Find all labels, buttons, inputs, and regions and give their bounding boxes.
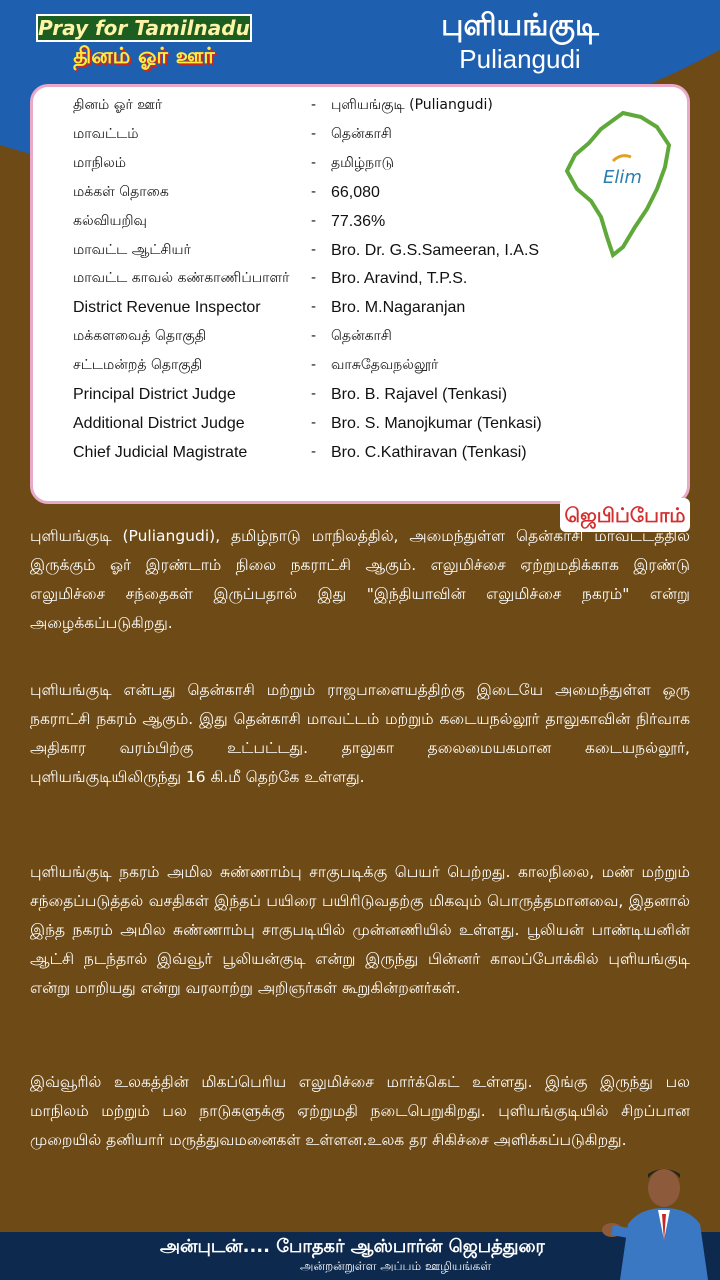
detail-value: Bro. Dr. G.S.Sameeran, I.A.S [331,241,540,259]
detail-dash: - [311,154,317,171]
page-title-tamil: புளியங்குடி [441,8,599,43]
detail-dash: - [311,328,317,345]
detail-key: மக்களவைத் தொகுதி [73,328,207,345]
detail-dash: - [311,357,317,374]
paragraph-2: புளியங்குடி என்பது தென்காசி மற்றும் ராஜபாளையத்திற்கு இடையே அமைந்துள்ள ஒரு நகராட்சி நகரம் ஆகும். இது தென்காசி மாவட்டம் மற்றும் கடையநல்லூர் தாலுகாவின் நிர்வாக அதிகார வரம்பிற்கு உட்பட்டது. தாலுகா தலைமையகமான கடையநல்லூர், புளியங்குடியிலிருந்து 16 கி.மீ தெற்கே உள்ளது. [30,681,690,786]
detail-dash: - [311,183,317,200]
page-title-english: Puliangudi [459,44,581,74]
detail-value: Bro. C.Kathiravan (Tenkasi) [331,443,527,461]
detail-key: Principal District Judge [73,386,236,403]
pray-badge: ஜெபிப்போம் [560,498,690,532]
detail-value: 66,080 [331,183,380,201]
tamilnadu-map-icon [561,109,681,259]
detail-value: Bro. S. Manojkumar (Tenkasi) [331,414,542,432]
detail-key: தினம் ஓர் ஊர் [73,97,163,113]
paragraph-1: புளியங்குடி (Puliangudi), தமிழ்நாடு மாநிலத்தில், அமைந்துள்ள தென்காசி மாவட்டத்தில் இருக்கும் ஓர் இரண்டாம் நிலை நகராட்சி ஆகும். எலுமிச்சை ஏற்றுமதிக்காக இரண்டு எலுமிச்சை சந்தைகள் இருப்பதால் இது "இந்தியாவின் எலுமிச்சை நகரம்" என்று அழைக்கப்படுகிறது. [30,527,690,632]
dinam-label: தினம் ஓர் ஊர் [73,44,215,69]
detail-dash: - [311,443,317,460]
detail-dash: - [311,212,317,229]
paragraph-3: புளியங்குடி நகரம் அமில சுண்ணாம்பு சாகுபடிக்கு பெயர் பெற்றது. காலநிலை, மண் மற்றும் சந்தைப்படுத்தல் வசதிகள் இந்தப் பயிரை பயிரிடுவதற்கு மிகவும் பொருத்தமானவை, இதனால் இந்த நகரம் அமில சுண்ணாம்பு சாகுபடியில் முன்னணியில் உள்ளது. பூலியன் பாண்டியனின் ஆட்சி நடந்தால் இவ்வூர் பூலியன்குடி என்று இருந்து பின்னர் காலப்போக்கில் புளியங்குடி என்று மாறியது என்று வரலாற்று அறிஞர்கள் கூறுகின்றனர்கள். [30,863,690,997]
detail-dash: - [311,270,317,287]
paragraph-4: இவ்வூரில் உலகத்தின் மிகப்பெரிய எலுமிச்சை மார்க்கெட் உள்ளது. இங்கு இருந்து பல மாநிலம் மற்றும் பல நாடுகளுக்கு ஏற்றுமதி நடைபெறுகிறது. புளியங்குடியில் சிறப்பான முறையில் தனியார் மருத்துவமனைகள் உள்ளன.உலக தர சிகிச்சை அளிக்கப்படுகிறது. [30,1073,690,1149]
detail-key: District Revenue Inspector [73,299,261,317]
detail-value: தென்காசி [331,328,392,345]
detail-key: மாவட்ட ஆட்சியர் [73,241,191,258]
header-badge [36,14,252,68]
detail-value: Bro. M.Nagaranjan [331,299,466,317]
elim-logo: Elim [603,167,642,188]
detail-dash: - [311,414,317,431]
footer-ministry: அன்றன்றுள்ள அப்பம் ஊழியங்கள் [300,1259,492,1273]
detail-value: தமிழ்நாடு [331,154,394,171]
detail-key: மாவட்ட காவல் கண்காணிப்பாளர் [73,270,290,287]
detail-value: Bro. B. Rajavel (Tenkasi) [331,386,508,403]
detail-key: மாநிலம் [73,154,127,171]
detail-key: மக்கள் தொகை [73,183,169,200]
detail-key: Chief Judicial Magistrate [73,443,248,461]
detail-key: சட்டமன்றத் தொகுதி [73,357,203,374]
detail-dash: - [311,241,317,258]
detail-dash: - [311,125,317,142]
pastor-photo [600,1160,710,1280]
detail-dash: - [311,386,317,402]
detail-value: 77.36% [331,212,386,230]
detail-key: கல்வியறிவு [73,212,147,229]
detail-dash: - [311,97,317,113]
footer-signature: அன்புடன்.... போதகர் ஆஸ்பார்ன் ஜெபத்துரை [160,1236,545,1257]
detail-dash: - [311,299,317,316]
details-card [30,84,690,504]
detail-key: மாவட்டம் [73,125,139,142]
detail-value: வாசுதேவநல்லூர் [331,357,439,374]
detail-value: Bro. Aravind, T.P.S. [331,270,468,288]
detail-value: புளியங்குடி (Puliangudi) [331,97,493,113]
detail-key: Additional District Judge [73,414,245,432]
pray-label: Pray for Tamilnadu [36,14,252,42]
detail-value: தென்காசி [331,125,392,142]
